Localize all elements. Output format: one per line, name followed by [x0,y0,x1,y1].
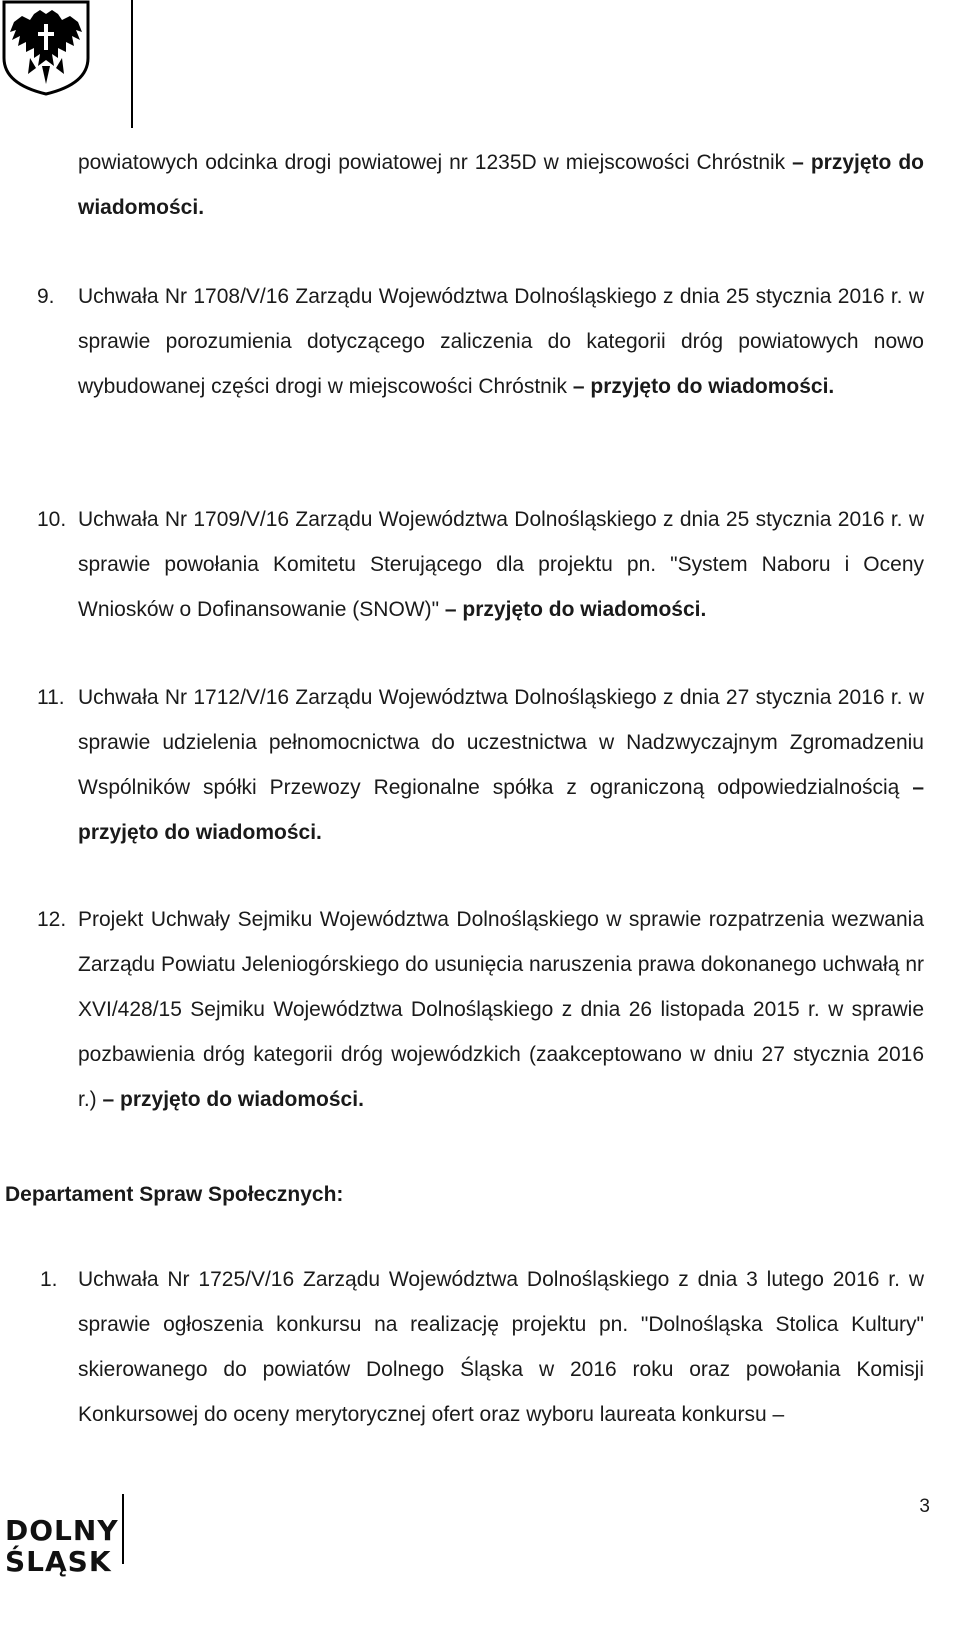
item-number: 11. [37,686,65,709]
item-body: Projekt Uchwały Sejmiku Województwa Dolnośląskiego w sprawie rozpatrzenia wezwania Zarządu Powiatu Jeleniogórskiego do usunięcia naruszenia prawa dokonanego uchwałą nr XVI/428/15 Sejmiku Województwa Dolnośląskiego z dnia 26 listopada 2015 r. w sprawie pozbawienia dróg kategorii dróg wojewódzkich (zaakceptowano w dniu 27 stycznia 2016 r.) [78,908,924,1111]
logo-line-2: ŚLĄSK [5,1545,112,1578]
item-number: 1. [40,1268,58,1291]
item-status: – przyjęto do wiadomości. [102,1088,364,1111]
item-status: – przyjęto do wiadomości. [78,776,924,844]
item-status: – przyjęto do wiadomości. [78,151,924,219]
item-body: Uchwała Nr 1708/V/16 Zarządu Województwa Dolnośląskiego z dnia 25 stycznia 2016 r. w sprawie porozumienia dotyczącego zaliczenia do kategorii dróg powiatowych nowo wybudowanej części drogi w miejscowości Chróstnik [78,285,924,398]
item-number: 12. [37,908,67,931]
item-body: Uchwała Nr 1712/V/16 Zarządu Województwa Dolnośląskiego z dnia 27 stycznia 2016 r. w sprawie udzielenia pełnomocnictwa do uczestnictwa w Nadzwyczajnym Zgromadzeniu Wspólników spółki Przewozy Regionalne spółka z ograniczoną odpowiedzialnością [78,686,924,799]
item-body: Uchwała Nr 1725/V/16 Zarządu Województwa Dolnośląskiego z dnia 3 lutego 2016 r. w sprawie ogłoszenia konkursu na realizację projektu pn. "Dolnośląska Stolica Kultury" skierowanego do powiatów Dolnego Śląska w 2016 roku oraz powołania Komisji Konkursowej do oceny merytorycznej ofert oraz wyboru laureata konkursu – [78,1268,924,1426]
header-divider [131,0,133,128]
item-text [78,897,924,1122]
item-text [78,675,924,855]
page-number: 3 [919,1496,930,1517]
item-number: 9. [37,285,55,308]
item-status: – przyjęto do wiadomości. [444,598,707,621]
item-body: powiatowych odcinka drogi powiatowej nr 1235D w miejscowości Chróstnik [78,151,786,174]
item-text [78,497,924,632]
section-heading: Departament Spraw Społecznych: [5,1183,344,1206]
dolny-slask-logo [5,1514,119,1596]
item-number: 10. [37,508,67,531]
logo-line-1: DOLNY [5,1514,119,1547]
item-body: Uchwała Nr 1709/V/16 Zarządu Województwa Dolnośląskiego z dnia 25 stycznia 2016 r. w sprawie powołania Komitetu Sterującego dla projektu pn. "System Naboru i Oceny Wniosków o Dofinansowanie (SNOW)" [78,508,924,621]
silesian-eagle-crest-icon [0,0,92,96]
item-text [78,140,924,230]
item-status: – przyjęto do wiadomości. [572,375,835,398]
item-text [78,274,924,409]
footer-divider [122,1494,124,1564]
item-text [78,1257,924,1437]
